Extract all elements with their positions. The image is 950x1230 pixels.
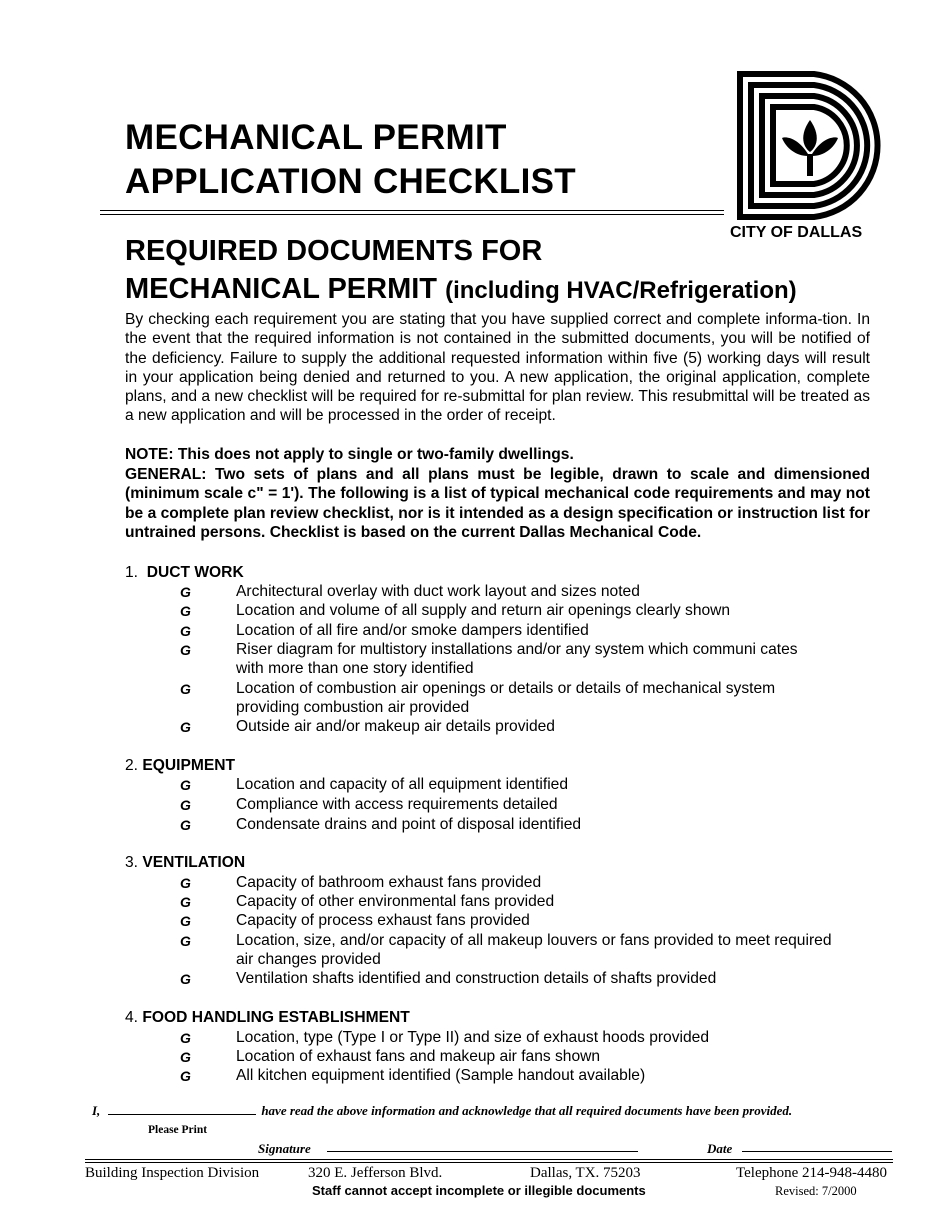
checkbox-icon[interactable]: G xyxy=(180,603,191,619)
checkbox-icon[interactable]: G xyxy=(180,933,191,949)
checkbox-icon[interactable]: G xyxy=(180,875,191,891)
footer-division: Building Inspection Division xyxy=(85,1165,260,1181)
checkbox-icon[interactable]: G xyxy=(180,584,191,600)
revised-date: Revised: 7/2000 xyxy=(775,1184,857,1198)
signature-label: Signature xyxy=(258,1141,311,1156)
heading-line-2-sub: (including HVAC/Refrigeration) xyxy=(445,277,797,304)
checkbox-icon[interactable]: G xyxy=(180,719,191,735)
heading-line-2-main: MECHANICAL PERMIT xyxy=(125,273,438,305)
checkbox-icon[interactable]: G xyxy=(180,1068,191,1084)
footer-divider-top xyxy=(85,1159,893,1160)
checkbox-icon[interactable]: G xyxy=(180,894,191,910)
acknowledgment-statement: I, have read the above information and acknowledge that all required documents have been provided. xyxy=(92,1103,793,1118)
checkbox-icon[interactable]: G xyxy=(180,971,191,987)
footer-phone: Telephone 214-948-4480 xyxy=(736,1165,887,1181)
heading-line-2 xyxy=(125,270,797,310)
heading-line-1: REQUIRED DOCUMENTS FOR xyxy=(125,235,543,267)
section-header-equipment: 2. EQUIPMENT xyxy=(125,757,236,774)
checkbox-icon[interactable]: G xyxy=(180,681,191,697)
name-input-line[interactable] xyxy=(108,1114,256,1115)
title-divider-top xyxy=(100,210,724,211)
section-heading xyxy=(125,232,797,310)
section-header-food-handling: 4. FOOD HANDLING ESTABLISHMENT xyxy=(125,1009,410,1026)
section-header-ventilation: 3. VENTILATION xyxy=(125,854,246,871)
footer-divider-bottom xyxy=(85,1162,893,1163)
checkbox-icon[interactable]: G xyxy=(180,913,191,929)
checkbox-icon[interactable]: G xyxy=(180,777,191,793)
note-text: NOTE: This does not apply to single or two-family dwellings. xyxy=(125,446,574,463)
checkbox-icon[interactable]: G xyxy=(180,642,191,658)
checkbox-icon[interactable]: G xyxy=(180,797,191,813)
date-input-line[interactable] xyxy=(742,1151,892,1152)
section-header-duct-work: 1. DUCT WORK xyxy=(125,564,244,581)
checkbox-icon[interactable]: G xyxy=(180,623,191,639)
city-of-dallas-logo xyxy=(730,68,886,220)
footer-city-state: Dallas, TX. 75203 xyxy=(530,1165,641,1181)
checkbox-icon[interactable]: G xyxy=(180,1049,191,1065)
title-divider-bottom xyxy=(100,214,724,215)
intro-paragraph: By checking each requirement you are stating that you have supplied correct and complete informa-tion. In the event that the required information is not contained in the submitted documents, you will be notified of the deficiency. Failure to supply the additional requested information within five (5) working days will result in your application being denied and returned to you. A new application, the original application, complete plans, and a new checklist will be required for re-submittal for plan review. This resubmittal will be treated as a new application and will be processed in the order of receipt. xyxy=(125,311,870,425)
page-title xyxy=(125,116,576,204)
staff-notice: Staff cannot accept incomplete or illegible documents xyxy=(312,1183,646,1198)
checkbox-icon[interactable]: G xyxy=(180,1030,191,1046)
date-label: Date xyxy=(707,1141,733,1156)
checkbox-icon[interactable]: G xyxy=(180,817,191,833)
city-name: CITY OF DALLAS xyxy=(730,224,863,241)
signature-input-line[interactable] xyxy=(327,1151,638,1152)
footer-address: 320 E. Jefferson Blvd. xyxy=(308,1165,443,1181)
title-line-2: APPLICATION CHECKLIST xyxy=(125,162,576,201)
please-print-label: Please Print xyxy=(148,1124,208,1136)
title-line-1: MECHANICAL PERMIT xyxy=(125,118,507,157)
general-text: GENERAL: Two sets of plans and all plans must be legible, drawn to scale and dimensioned (minimum scale c" = 1'). The following is a list of typical mechanical code requirements and may not be a complete plan review checklist, nor is it intended as a design specification or instruction list for untrained persons. Checklist is based on the current Dallas Mechanical Code. xyxy=(125,466,870,541)
